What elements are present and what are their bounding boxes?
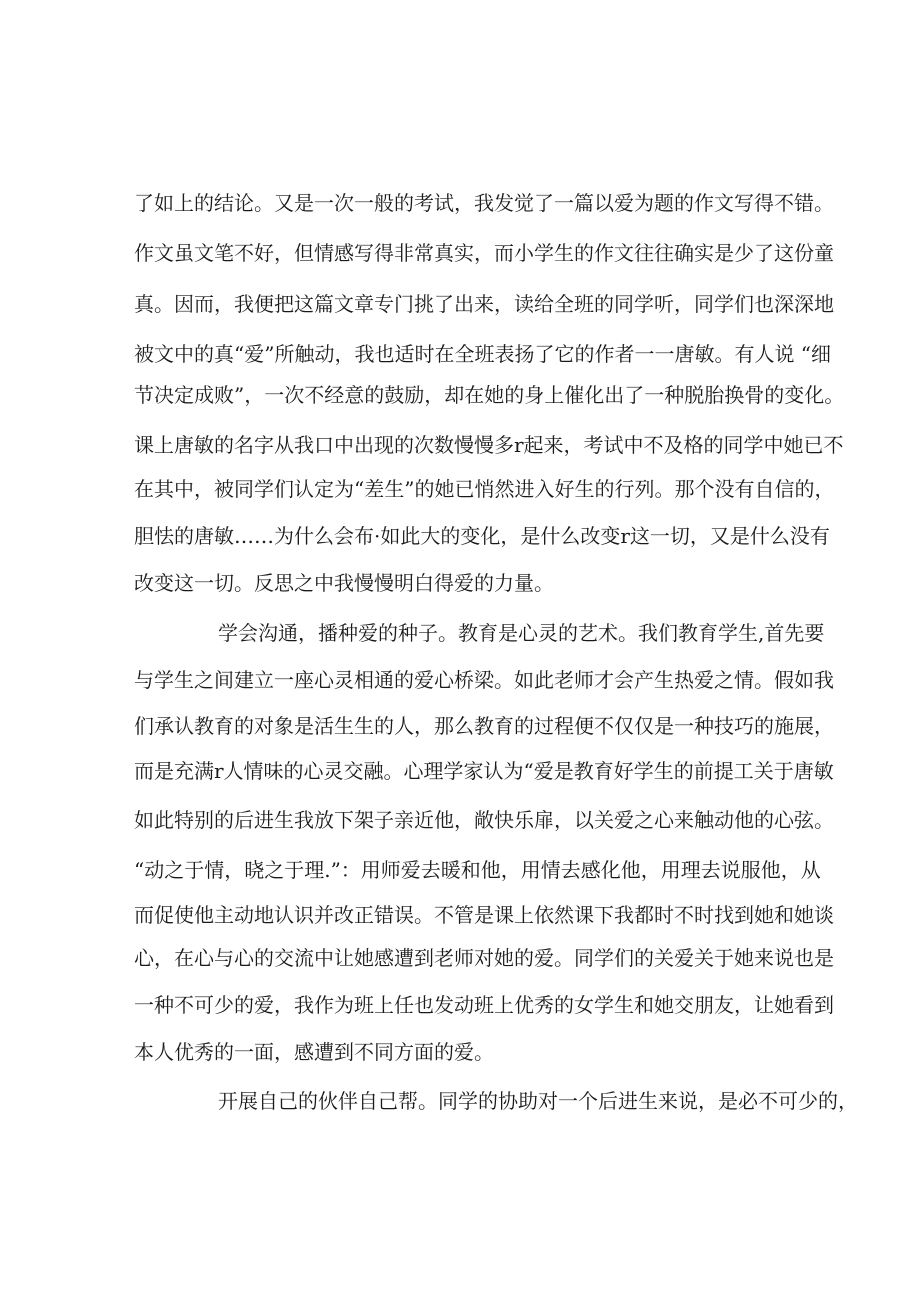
text-line: 而促使他主动地认识并改正错误。不管是课上依然课下我都时不时找到她和她谈 bbox=[134, 903, 834, 927]
paragraph-start-line: 学会沟通，播种爱的种子。教育是心灵的艺术。我们教育学生,首先要 bbox=[218, 621, 825, 645]
text-line: 本人优秀的一面，感遭到不同方面的爱。 bbox=[134, 1040, 494, 1064]
paragraph-start-line: 开展自己的伙伴自己帮。同学的协助对一个后进生来说，是必不可少的， bbox=[218, 1089, 858, 1113]
text-line: 一种不可少的爱，我作为班上任也发动班上优秀的女学生和她交朋友，让她看到 bbox=[134, 993, 834, 1017]
text-line: 与学生之间建立一座心灵相通的爱心桥梁。如此老师才会产生热爱之情。假如我 bbox=[134, 668, 834, 692]
text-line: 如此特别的后进生我放下架子亲近他，敞快乐扉，以关爱之心来触动他的心弦。 bbox=[134, 808, 834, 832]
text-line: 真。因而，我便把这篇文章专门挑了出来，读给全班的同学听，同学们也深深地 bbox=[134, 292, 834, 316]
text-line: 课上唐敏的名字从我口中出现的次数慢慢多r起来，考试中不及格的同学中她已不 bbox=[134, 433, 844, 457]
text-line: “动之于情，晓之于理.”：用师爱去暖和他，用情去感化他，用理去说服他，从 bbox=[134, 858, 821, 882]
text-line: 作文虽文笔不好，但情感写得非常真实，而小学生的作文往往确实是少了这份童 bbox=[134, 241, 834, 265]
text-line: 改变这一切。反思之中我慢慢明白得爱的力量。 bbox=[134, 571, 554, 595]
text-line: 们承认教育的对象是活生生的人，那么教育的过程便不仅仅是一种技巧的施展， bbox=[134, 714, 834, 738]
text-line: 而是充满r人情味的心灵交融。心理学家认为“爱是教育好学生的前提工关于唐敏 bbox=[134, 759, 834, 783]
text-line: 节决定成败”，一次不经意的鼓励，却在她的身上催化出了一种脱胎换骨的变化。 bbox=[134, 383, 845, 407]
text-line: 在其中，被同学们认定为“差生”的她已悄然进入好生的行列。那个没有自信的， bbox=[134, 477, 835, 501]
text-line: 了如上的结论。又是一次一般的考试，我发觉了一篇以爱为题的作文写得不错。 bbox=[134, 191, 834, 215]
text-line: 胆怯的唐敏……为什么会布·如此大的变化，是什么改变r这一切，又是什么没有 bbox=[134, 524, 830, 548]
text-line: 被文中的真“爱”所触动，我也适时在全班表扬了它的作者一一唐敏。有人说 “细 bbox=[134, 342, 832, 366]
text-line: 心，在心与心的交流中让她感遭到老师对她的爱。同学们的关爱关于她来说也是 bbox=[134, 946, 834, 970]
